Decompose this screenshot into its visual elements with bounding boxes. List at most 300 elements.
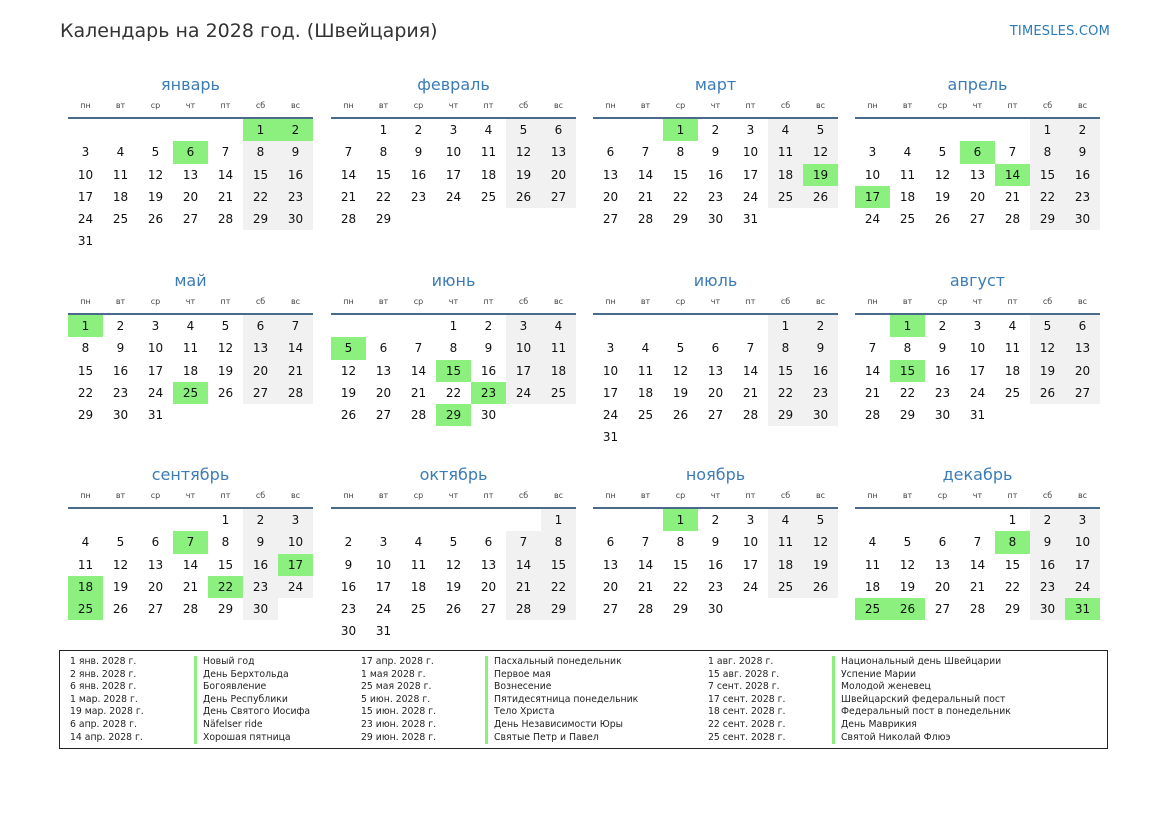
day-cell: 27: [147, 602, 164, 617]
legend-date: 23 июн. 2028 г.: [361, 718, 437, 730]
day-cell: 9: [116, 341, 125, 356]
day-cell: 14: [278, 337, 313, 359]
day-cell: 11: [899, 167, 916, 182]
month-name: июль: [693, 271, 738, 290]
empty-cell: [138, 509, 173, 531]
weekday-label: сб: [518, 101, 529, 110]
day-cell: 3: [506, 315, 541, 337]
day-cell: 5: [803, 509, 838, 531]
weekday-label: вт: [378, 297, 389, 306]
day-cell: 30: [112, 408, 129, 423]
day-cell: 21: [742, 385, 759, 400]
day-cell: 20: [602, 579, 619, 594]
weekday-label: ср: [937, 297, 948, 306]
day-cell: 23: [934, 385, 951, 400]
weekday-label: ср: [150, 101, 161, 110]
day-cell: 13: [707, 363, 724, 378]
empty-cell: [173, 509, 208, 531]
weekday-label: ср: [937, 491, 948, 500]
weekday-label: пн: [343, 491, 354, 500]
day-cell: 4: [768, 119, 803, 141]
weekday-label: чт: [448, 297, 459, 306]
empty-cell: [68, 509, 103, 531]
weekday-label: сб: [1042, 491, 1053, 500]
legend-holiday-name: Первое мая: [485, 669, 551, 682]
day-cell: 4: [81, 535, 90, 550]
weekday-header: [593, 97, 838, 119]
month-name: март: [694, 75, 737, 94]
day-cell: 2: [484, 319, 493, 333]
legend-holiday-name: Вознесение: [485, 681, 551, 694]
legend-row: [361, 732, 638, 745]
day-cell: 31: [77, 234, 94, 249]
legend-date: 1 мар. 2028 г.: [70, 693, 138, 705]
legend-date: 1 мая 2028 г.: [361, 668, 426, 680]
day-grid: [331, 315, 576, 426]
holiday-day-cell: 1: [663, 509, 698, 531]
day-cell: 18: [637, 385, 654, 400]
day-cell: 14: [969, 557, 986, 572]
month-12: [855, 463, 1100, 620]
empty-cell: [331, 119, 366, 141]
holiday-day-cell: 1: [68, 315, 103, 337]
month-11: [593, 463, 838, 620]
weekday-label: чт: [185, 491, 196, 500]
day-cell: 17: [77, 189, 94, 204]
day-cell: 18: [410, 579, 427, 594]
day-cell: 19: [506, 164, 541, 186]
holiday-day-cell: 25: [68, 598, 103, 620]
day-cell: 21: [637, 579, 654, 594]
day-cell: 25: [637, 408, 654, 423]
day-cell: 11: [1004, 341, 1021, 356]
month-name: апрель: [947, 75, 1008, 94]
weekday-label: сб: [255, 101, 266, 110]
day-cell: 25: [899, 212, 916, 227]
day-cell: 28: [506, 598, 541, 620]
day-cell: 3: [151, 319, 160, 333]
day-grid: [331, 119, 576, 230]
day-cell: 28: [182, 602, 199, 617]
day-cell: 22: [445, 385, 462, 400]
day-cell: 5: [151, 145, 160, 160]
month-9: [68, 463, 313, 620]
day-cell: 26: [934, 212, 951, 227]
legend-holiday-name: Успение Марии: [832, 669, 916, 682]
day-cell: 5: [116, 535, 125, 550]
month-name: июнь: [431, 271, 476, 290]
day-cell: 12: [934, 167, 951, 182]
weekday-label: пн: [867, 101, 878, 110]
day-cell: 11: [410, 557, 427, 572]
day-cell: 27: [707, 408, 724, 423]
day-cell: 23: [340, 602, 357, 617]
day-cell: 30: [934, 408, 951, 423]
month-name: август: [949, 271, 1006, 290]
weekday-label: пт: [483, 297, 494, 306]
page-title: Календарь на 2028 год. (Швейцария): [60, 20, 438, 42]
day-cell: 17: [506, 360, 541, 382]
day-cell: 6: [484, 535, 493, 550]
day-cell: 9: [1065, 141, 1100, 163]
month-8: [855, 269, 1100, 426]
day-cell: 5: [449, 535, 458, 550]
legend-date: 6 янв. 2028 г.: [70, 681, 137, 693]
weekday-label: ср: [413, 297, 424, 306]
weekday-label: вс: [290, 297, 301, 306]
day-cell: 29: [768, 404, 803, 426]
day-cell: 20: [147, 579, 164, 594]
empty-cell: [366, 509, 401, 531]
empty-cell: [173, 119, 208, 141]
day-cell: 26: [217, 385, 234, 400]
day-cell: 8: [221, 535, 230, 550]
legend-holiday-name: День Независимости Юры: [485, 719, 623, 732]
day-cell: 2: [938, 319, 947, 333]
day-cell: 14: [637, 167, 654, 182]
day-cell: 13: [602, 557, 619, 572]
holiday-day-cell: 7: [173, 531, 208, 553]
day-cell: 25: [112, 212, 129, 227]
empty-cell: [960, 509, 995, 531]
day-cell: 24: [1065, 576, 1100, 598]
day-cell: 16: [112, 363, 129, 378]
day-cell: 10: [1065, 531, 1100, 553]
legend-date: 1 янв. 2028 г.: [70, 656, 137, 667]
day-cell: 2: [243, 509, 278, 531]
day-cell: 11: [182, 341, 199, 356]
weekday-label: вт: [902, 297, 913, 306]
holiday-day-cell: 6: [173, 141, 208, 163]
day-cell: 30: [707, 212, 724, 227]
legend-row: [70, 732, 310, 745]
empty-cell: [663, 315, 698, 337]
weekday-label: ср: [937, 101, 948, 110]
legend-holiday-name: День Святого Иосифа: [194, 706, 310, 719]
day-cell: 9: [484, 341, 493, 356]
day-cell: 19: [340, 385, 357, 400]
legend-holiday-name: Пасхальный понедельник: [485, 656, 622, 669]
day-cell: 31: [602, 430, 619, 445]
legend-row: [361, 694, 638, 707]
day-cell: 23: [278, 186, 313, 208]
day-grid: [855, 315, 1100, 426]
holiday-day-cell: 29: [436, 404, 471, 426]
day-cell: 14: [340, 167, 357, 182]
day-cell: 18: [1004, 363, 1021, 378]
day-cell: 8: [768, 337, 803, 359]
empty-cell: [68, 119, 103, 141]
weekday-label: вс: [1077, 101, 1088, 110]
day-cell: 17: [1065, 554, 1100, 576]
day-cell: 14: [506, 554, 541, 576]
day-cell: 29: [243, 208, 278, 230]
weekday-label: вт: [640, 101, 651, 110]
month-1: [68, 73, 313, 253]
day-cell: 12: [217, 341, 234, 356]
day-cell: 25: [768, 576, 803, 598]
weekday-label: вт: [902, 491, 913, 500]
day-cell: 9: [1030, 531, 1065, 553]
empty-cell: [960, 119, 995, 141]
day-cell: 16: [1030, 554, 1065, 576]
day-cell: 11: [637, 363, 654, 378]
legend-holiday-name: Святой Николай Флюэ: [832, 732, 951, 745]
day-cell: 2: [711, 513, 720, 527]
day-cell: 14: [637, 557, 654, 572]
legend-holiday-name: Федеральный пост в понедельник: [832, 706, 1011, 719]
day-cell: 2: [711, 123, 720, 137]
day-cell: 2: [1065, 119, 1100, 141]
empty-cell: [995, 119, 1030, 141]
weekday-label: ср: [413, 491, 424, 500]
day-cell: 10: [969, 341, 986, 356]
day-cell: 6: [243, 315, 278, 337]
holiday-day-cell: 17: [278, 554, 313, 576]
day-cell: 17: [147, 363, 164, 378]
weekday-label: пн: [343, 101, 354, 110]
day-cell: 22: [375, 189, 392, 204]
day-cell: 17: [742, 167, 759, 182]
weekday-label: вс: [553, 297, 564, 306]
day-cell: 4: [116, 145, 125, 160]
day-cell: 16: [340, 579, 357, 594]
weekday-header: [855, 97, 1100, 119]
day-cell: 28: [742, 408, 759, 423]
weekday-label: пт: [220, 297, 231, 306]
day-cell: 3: [606, 341, 615, 356]
weekday-label: ср: [675, 101, 686, 110]
day-cell: 23: [707, 579, 724, 594]
day-grid: [593, 315, 838, 449]
day-cell: 17: [375, 579, 392, 594]
day-cell: 18: [864, 579, 881, 594]
day-cell: 10: [375, 557, 392, 572]
empty-cell: [366, 315, 401, 337]
weekday-label: чт: [710, 101, 721, 110]
day-cell: 27: [182, 212, 199, 227]
day-cell: 16: [707, 167, 724, 182]
day-cell: 4: [641, 341, 650, 356]
day-cell: 4: [868, 535, 877, 550]
month-name: февраль: [417, 75, 490, 94]
day-cell: 6: [151, 535, 160, 550]
legend-holiday-name: Пятидесятница понедельник: [485, 694, 638, 707]
legend-row: [708, 719, 1011, 732]
weekday-label: вс: [553, 491, 564, 500]
day-cell: 30: [480, 408, 497, 423]
day-cell: 22: [1004, 579, 1021, 594]
empty-cell: [593, 119, 628, 141]
holiday-day-cell: 23: [471, 382, 506, 404]
day-cell: 10: [864, 167, 881, 182]
day-cell: 12: [899, 557, 916, 572]
legend-row: [708, 706, 1011, 719]
site-link[interactable]: TIMESLES.COM: [1009, 24, 1110, 39]
weekday-label: пт: [745, 101, 756, 110]
day-cell: 13: [480, 557, 497, 572]
empty-cell: [890, 509, 925, 531]
holiday-day-cell: 8: [995, 531, 1030, 553]
day-grid: [68, 509, 313, 620]
day-cell: 18: [112, 189, 129, 204]
day-cell: 13: [147, 557, 164, 572]
weekday-label: вс: [815, 297, 826, 306]
day-cell: 26: [147, 212, 164, 227]
day-cell: 24: [375, 602, 392, 617]
day-cell: 8: [449, 341, 458, 356]
day-cell: 13: [375, 363, 392, 378]
empty-cell: [593, 315, 628, 337]
holiday-day-cell: 15: [890, 360, 925, 382]
legend-date: 2 янв. 2028 г.: [70, 668, 137, 680]
legend-column-2: [361, 656, 638, 744]
day-cell: 8: [541, 531, 576, 553]
weekday-label: сб: [255, 297, 266, 306]
day-cell: 10: [506, 337, 541, 359]
legend-date: 17 сент. 2028 г.: [708, 693, 786, 705]
day-cell: 25: [541, 382, 576, 404]
day-cell: 17: [742, 557, 759, 572]
legend-date: 7 сент. 2028 г.: [708, 681, 780, 693]
day-cell: 20: [375, 385, 392, 400]
day-cell: 27: [969, 212, 986, 227]
day-cell: 13: [969, 167, 986, 182]
day-cell: 9: [711, 535, 720, 550]
day-cell: 5: [506, 119, 541, 141]
empty-cell: [628, 509, 663, 531]
weekday-label: пт: [745, 491, 756, 500]
day-cell: 7: [746, 341, 755, 356]
day-cell: 19: [899, 579, 916, 594]
holiday-day-cell: 14: [995, 164, 1030, 186]
day-cell: 1: [1030, 119, 1065, 141]
legend-holiday-name: Национальный день Швейцарии: [832, 656, 1001, 669]
day-cell: 10: [147, 341, 164, 356]
day-cell: 13: [1065, 337, 1100, 359]
day-cell: 1: [541, 509, 576, 531]
day-cell: 26: [1030, 382, 1065, 404]
weekday-label: пн: [80, 101, 91, 110]
month-name: ноябрь: [685, 465, 746, 484]
legend-row: [70, 694, 310, 707]
weekday-header: [68, 487, 313, 509]
day-cell: 10: [742, 145, 759, 160]
day-cell: 15: [672, 167, 689, 182]
day-cell: 28: [864, 408, 881, 423]
day-cell: 9: [344, 557, 353, 572]
day-cell: 19: [934, 189, 951, 204]
legend-row: [361, 706, 638, 719]
weekday-label: вт: [115, 101, 126, 110]
weekday-label: чт: [972, 101, 983, 110]
day-cell: 30: [340, 624, 357, 639]
weekday-label: чт: [972, 491, 983, 500]
weekday-label: сб: [518, 491, 529, 500]
day-cell: 21: [864, 385, 881, 400]
day-cell: 6: [938, 535, 947, 550]
legend-row: [708, 669, 1011, 682]
day-cell: 22: [672, 189, 689, 204]
legend-date: 1 авг. 2028 г.: [708, 656, 774, 667]
legend-date: 14 апр. 2028 г.: [70, 731, 143, 743]
empty-cell: [855, 509, 890, 531]
day-cell: 22: [77, 385, 94, 400]
day-cell: 16: [803, 360, 838, 382]
day-cell: 18: [768, 164, 803, 186]
day-cell: 19: [1030, 360, 1065, 382]
day-cell: 30: [803, 404, 838, 426]
empty-cell: [103, 119, 138, 141]
day-cell: 14: [864, 363, 881, 378]
weekday-label: пт: [220, 101, 231, 110]
day-cell: 6: [1065, 315, 1100, 337]
day-cell: 19: [672, 385, 689, 400]
day-cell: 11: [768, 531, 803, 553]
weekday-label: пн: [605, 101, 616, 110]
weekday-label: чт: [185, 297, 196, 306]
day-cell: 6: [379, 341, 388, 356]
day-cell: 9: [803, 337, 838, 359]
day-cell: 18: [182, 363, 199, 378]
day-cell: 28: [637, 602, 654, 617]
day-cell: 21: [1004, 189, 1021, 204]
legend-holiday-name: Швейцарский федеральный пост: [832, 694, 1005, 707]
holiday-day-cell: 15: [436, 360, 471, 382]
empty-cell: [401, 315, 436, 337]
holiday-day-cell: 6: [960, 141, 995, 163]
day-cell: 16: [243, 554, 278, 576]
day-cell: 29: [672, 602, 689, 617]
day-cell: 28: [278, 382, 313, 404]
weekday-label: сб: [518, 297, 529, 306]
day-cell: 8: [676, 145, 685, 160]
day-cell: 8: [676, 535, 685, 550]
day-cell: 20: [969, 189, 986, 204]
legend-date: 6 апр. 2028 г.: [70, 718, 137, 730]
day-cell: 6: [541, 119, 576, 141]
day-cell: 12: [506, 141, 541, 163]
day-cell: 5: [1030, 315, 1065, 337]
day-cell: 27: [602, 212, 619, 227]
day-cell: 22: [768, 382, 803, 404]
day-cell: 29: [1030, 208, 1065, 230]
day-cell: 4: [1008, 319, 1017, 333]
day-cell: 29: [899, 408, 916, 423]
weekday-label: вт: [902, 101, 913, 110]
day-cell: 29: [541, 598, 576, 620]
day-cell: 27: [934, 602, 951, 617]
day-cell: 26: [803, 186, 838, 208]
empty-cell: [593, 509, 628, 531]
day-cell: 22: [899, 385, 916, 400]
legend-row: [361, 656, 638, 669]
legend-date: 29 июн. 2028 г.: [361, 731, 437, 743]
day-cell: 8: [379, 145, 388, 160]
holiday-day-cell: 17: [855, 186, 890, 208]
legend-row: [708, 694, 1011, 707]
day-cell: 28: [217, 212, 234, 227]
day-cell: 15: [541, 554, 576, 576]
day-cell: 12: [340, 363, 357, 378]
month-7: [593, 269, 838, 449]
legend-row: [70, 669, 310, 682]
day-cell: 20: [934, 579, 951, 594]
month-name: октябрь: [419, 465, 488, 484]
day-cell: 4: [484, 123, 493, 137]
day-cell: 21: [410, 385, 427, 400]
day-cell: 12: [803, 531, 838, 553]
